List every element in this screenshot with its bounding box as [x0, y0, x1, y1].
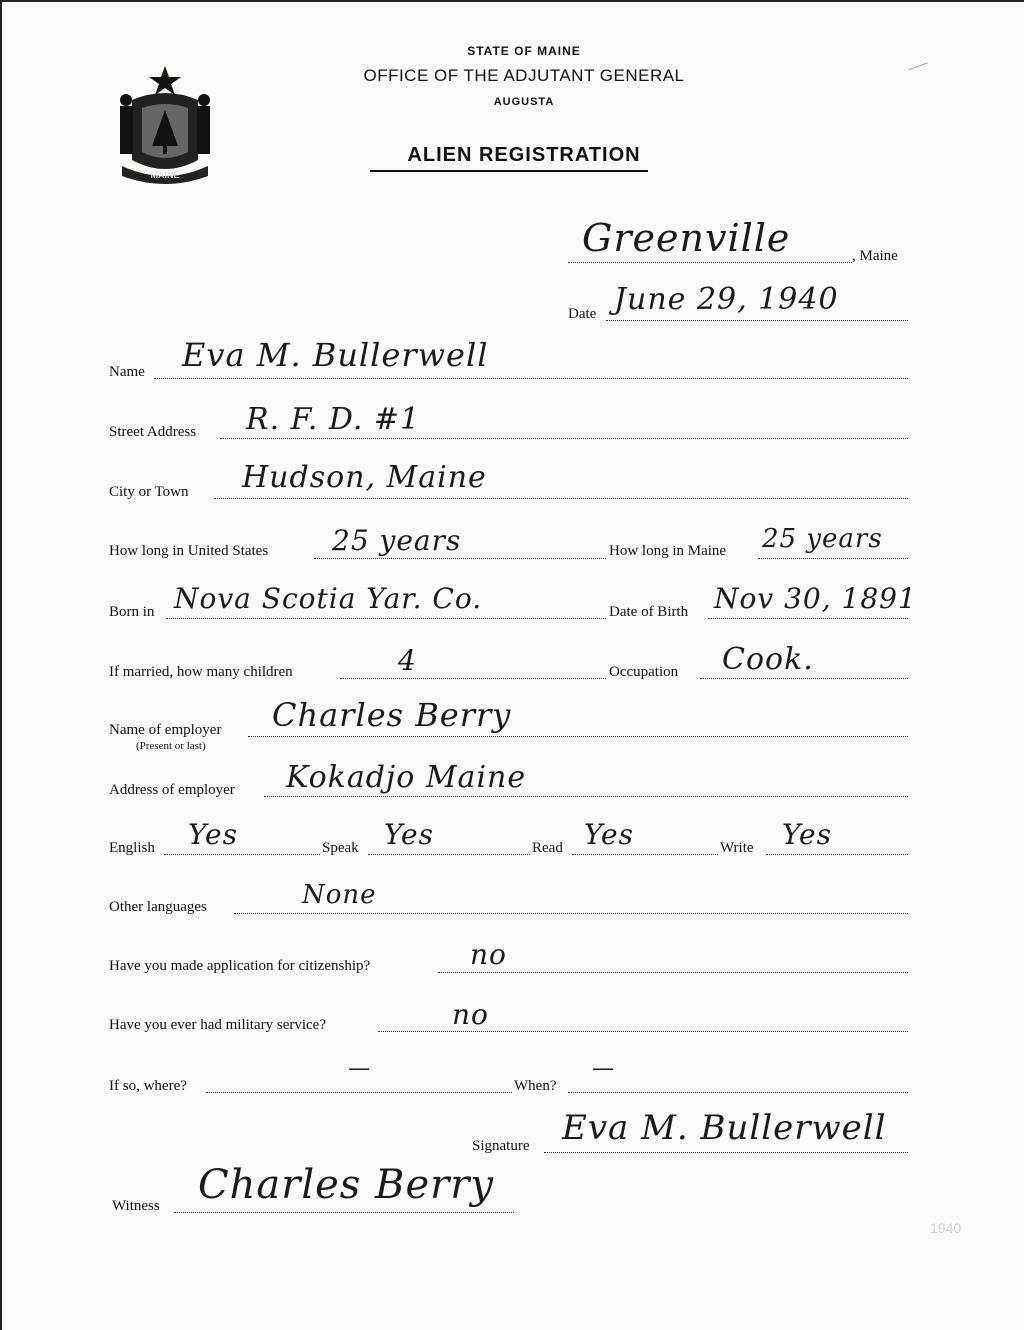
military-value: no	[452, 998, 489, 1031]
born-in-value: Nova Scotia Yar. Co.	[174, 582, 483, 615]
other-languages-value: None	[302, 880, 377, 910]
read-label: Read	[532, 840, 563, 856]
english-label: English	[109, 840, 155, 856]
children-dots	[340, 678, 606, 679]
header-city: AUGUSTA	[493, 96, 555, 108]
military-label: Have you ever had military service?	[109, 1017, 326, 1033]
city-value: Hudson, Maine	[242, 460, 487, 495]
citizenship-label: Have you made application for citizenship?	[109, 958, 371, 974]
city-label: City or Town	[109, 484, 189, 500]
signature-label: Signature	[472, 1138, 530, 1154]
signature-value: Eva M. Bullerwell	[562, 1108, 887, 1148]
city-dots	[214, 498, 908, 499]
employer-address-label: Address of employer	[109, 782, 235, 798]
speak-dots	[368, 854, 530, 855]
town-label: , Maine	[852, 248, 898, 264]
where-value: —	[348, 1056, 371, 1081]
other-languages-label: Other languages	[109, 899, 207, 915]
employer-address-value: Kokadjo Maine	[286, 760, 527, 795]
write-label: Write	[720, 840, 754, 856]
citizenship-value: no	[470, 938, 507, 971]
born-in-dots	[166, 618, 606, 619]
when-label: When?	[514, 1078, 557, 1094]
town-dots	[568, 262, 852, 263]
how-long-maine-dots	[758, 558, 908, 559]
svg-text:MAINE: MAINE	[150, 170, 180, 180]
other-languages-dots	[234, 913, 908, 914]
header-state: STATE OF MAINE	[467, 44, 581, 58]
street-dots	[220, 438, 908, 439]
speak-value: Yes	[384, 818, 434, 851]
speak-label: Speak	[322, 840, 359, 856]
employer-dots	[248, 736, 908, 737]
form-title: ALIEN REGISTRATION	[407, 144, 641, 166]
dob-value: Nov 30, 1891	[714, 582, 917, 615]
where-dots	[206, 1092, 512, 1093]
signature-dots	[544, 1152, 908, 1153]
date-value: June 29, 1940	[614, 282, 839, 317]
where-label: If so, where?	[109, 1078, 187, 1094]
occupation-value: Cook.	[722, 642, 814, 677]
english-value: Yes	[188, 818, 238, 851]
employer-address-dots	[264, 796, 908, 797]
header-office: OFFICE OF THE ADJUTANT GENERAL	[363, 66, 685, 85]
english-dots	[164, 854, 320, 855]
citizenship-dots	[438, 972, 908, 973]
employer-value: Charles Berry	[272, 696, 512, 734]
when-value: —	[592, 1056, 615, 1081]
dob-dots	[708, 618, 908, 619]
employer-sublabel: (Present or last)	[136, 740, 206, 752]
witness-label: Witness	[112, 1198, 160, 1214]
street-label: Street Address	[109, 424, 197, 440]
witness-value: Charles Berry	[198, 1162, 494, 1208]
write-dots	[766, 854, 908, 855]
how-long-us-label: How long in United States	[109, 543, 269, 559]
town-value: Greenville	[582, 216, 791, 260]
street-value: R. F. D. #1	[246, 402, 421, 437]
date-stamp: 1940	[930, 1220, 962, 1236]
witness-dots	[174, 1212, 514, 1213]
occupation-dots	[700, 678, 908, 679]
name-value: Eva M. Bullerwell	[182, 336, 489, 374]
employer-label: Name of employer	[109, 722, 222, 738]
how-long-us-dots	[314, 558, 606, 559]
read-dots	[572, 854, 718, 855]
how-long-maine-label: How long in Maine	[609, 543, 727, 559]
title-underline	[370, 170, 648, 172]
how-long-maine-value: 25 years	[762, 524, 883, 554]
name-dots	[154, 378, 908, 379]
born-in-label: Born in	[109, 604, 155, 620]
when-dots	[568, 1092, 908, 1093]
occupation-label: Occupation	[609, 664, 679, 680]
write-value: Yes	[782, 818, 832, 851]
military-dots	[378, 1031, 908, 1032]
read-value: Yes	[584, 818, 634, 851]
how-long-us-value: 25 years	[332, 524, 462, 557]
dob-label: Date of Birth	[609, 604, 689, 620]
children-value: 4	[398, 644, 417, 677]
date-label: Date	[568, 306, 597, 322]
name-label: Name	[109, 364, 145, 380]
date-dots	[606, 320, 908, 321]
children-label: If married, how many children	[109, 664, 293, 680]
